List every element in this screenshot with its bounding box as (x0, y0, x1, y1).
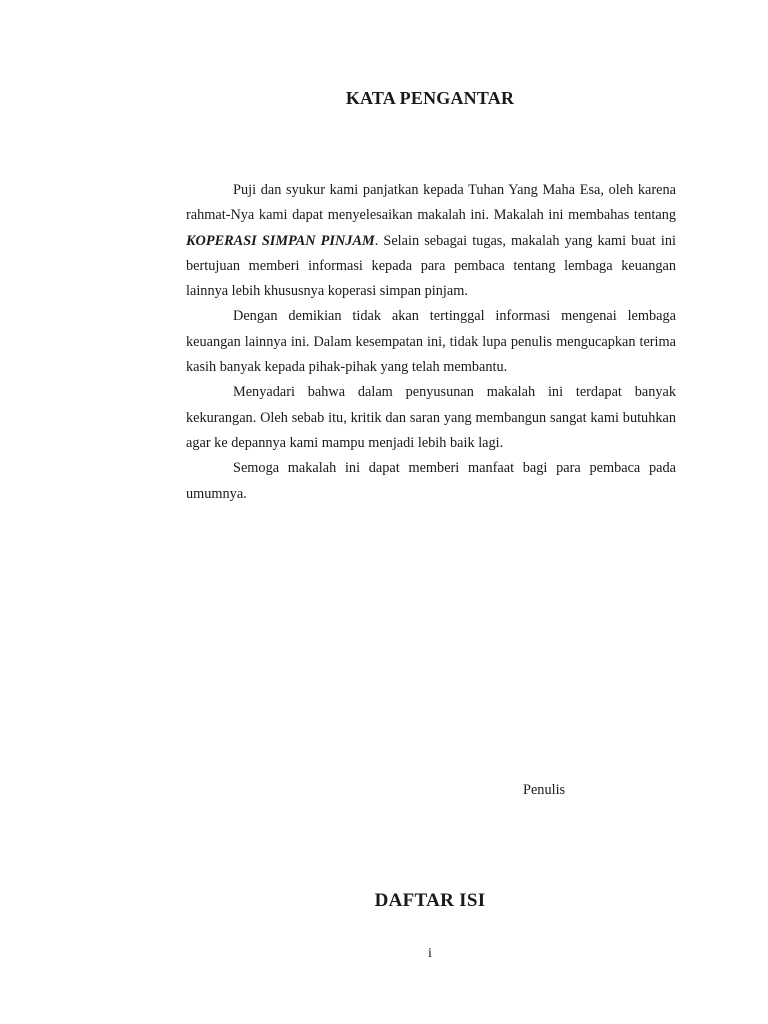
paragraph-1 (186, 178, 676, 304)
paragraph-1-after: . Selain sebagai tugas, makalah yang kami buat ini bertujuan memberi informasi kepada para pembaca tentang lembaga keuangan lainnya lebih khususnya koperasi simpan pinjam. (186, 232, 676, 300)
paragraph-2: Dengan demikian tidak akan tertinggal informasi mengenai lembaga keuangan lainnya ini. Dalam kesempatan ini, tidak lupa penulis mengucapkan terima kasih banyak kepada pihak-pihak yang telah membantu. (186, 308, 676, 376)
paragraph-4: Semoga makalah ini dapat memberi manfaat bagi para pembaca pada umumnya. (186, 460, 676, 502)
paragraph-1-emphasis: KOPERASI SIMPAN PINJAM (186, 232, 375, 249)
paragraph-1-before: Puji dan syukur kami panjatkan kepada Tuhan Yang Maha Esa, oleh karena rahmat-Nya kami dapat menyelesaikan makalah ini. Makalah ini membahas tentang (186, 182, 676, 224)
paragraph-3: Menyadari bahwa dalam penyusunan makalah ini terdapat banyak kekurangan. Oleh sebab itu, kritik dan saran yang membangun sangat kami butuhkan agar ke depannya kami mampu menjadi lebih baik lagi. (186, 384, 676, 451)
page-number: i (428, 946, 432, 961)
signature: Penulis (523, 782, 566, 798)
page-title: KATA PENGANTAR (345, 88, 515, 108)
next-section-title: DAFTAR ISI (374, 890, 486, 911)
preface-body (186, 178, 676, 507)
